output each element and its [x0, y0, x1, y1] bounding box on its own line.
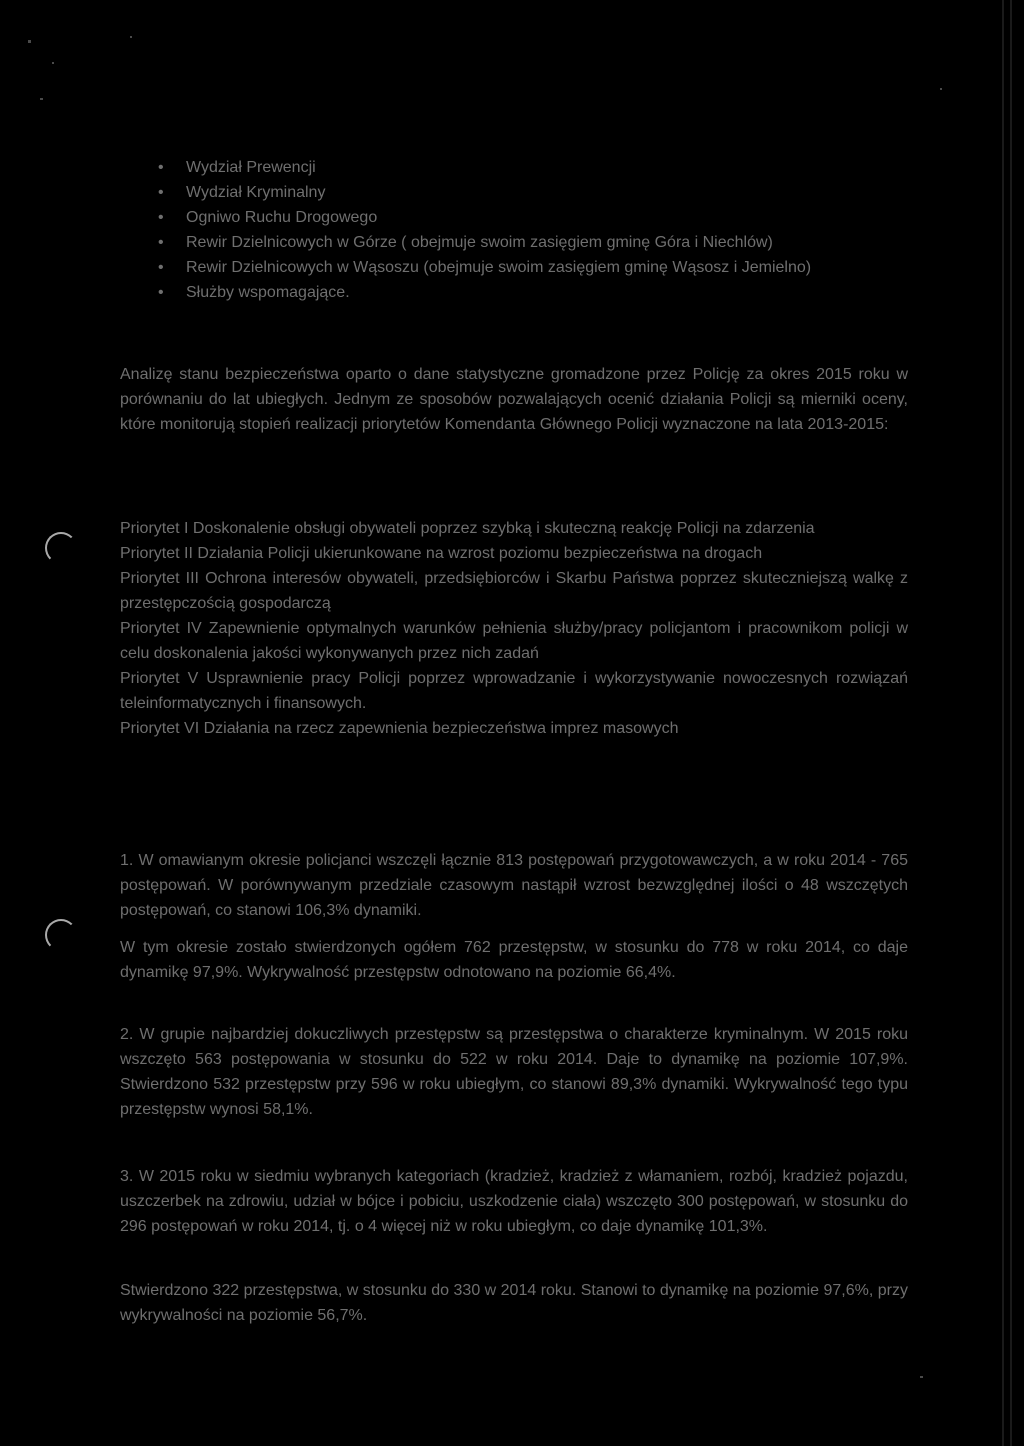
priorities-list: [120, 516, 908, 741]
priority-item: Priorytet III Ochrona interesów obywateli, przedsiębiorców i Skarbu Państwa poprzez skuteczniejszą walkę z przestępczością gospodarczą: [120, 570, 908, 612]
unit-label: Ogniwo Ruchu Drogowego: [186, 209, 378, 226]
scan-noise: [28, 40, 31, 43]
punch-hole-icon: [45, 919, 77, 951]
point-3-paragraph: 3. W 2015 roku w siedmiu wybranych kategoriach (kradzież, kradzież z włamaniem, rozbój, kradzież pojazdu, uszczerbek na zdrowiu, udział w bójce i pobiciu, uszkodzenie ciała) wszczęto 300 postępowań, w stosunku do 296 postępowań w roku 2014, tj. o 4 więcej niż w roku ubiegłym, co daje dynamikę 101,3%.: [120, 1168, 908, 1235]
unit-item: [158, 155, 898, 180]
intro-paragraph: Analizę stanu bezpieczeństwa oparto o dane statystyczne gromadzone przez Policję za okres 2015 roku w porównaniu do lat ubiegłych. Jednym ze sposobów pozwalających ocenić działania Policji są mierniki oceny, które monitorują stopień realizacji priorytetów Komendanta Głównego Policji wyznaczone na lata 2013-2015:: [120, 366, 908, 433]
scan-edge-line: [1002, 0, 1004, 1446]
scan-noise: [40, 98, 43, 100]
bullet-icon: •: [158, 284, 164, 301]
unit-item: [158, 180, 898, 205]
punch-hole-icon: [45, 532, 77, 564]
scan-edge-line: [1010, 0, 1012, 1446]
priority-item: Priorytet VI Działania na rzecz zapewnienia bezpieczeństwa imprez masowych: [120, 720, 679, 737]
scan-noise: [52, 62, 54, 64]
priority-item: Priorytet II Działania Policji ukierunkowane na wzrost poziomu bezpieczeństwa na drogach: [120, 545, 763, 562]
organizational-units-list: [158, 155, 898, 305]
scan-noise: [940, 88, 942, 90]
point-3-detail-paragraph: Stwierdzono 322 przestępstwa, w stosunku do 330 w 2014 roku. Stanowi to dynamikę na poziomie 97,6%, przy wykrywalności na poziomie 56,7%.: [120, 1282, 908, 1324]
bullet-icon: •: [158, 259, 164, 276]
unit-label: Rewir Dzielnicowych w Wąsoszu (obejmuje swoim zasięgiem gminę Wąsosz i Jemielno): [186, 259, 812, 276]
priority-item: Priorytet V Usprawnienie pracy Policji poprzez wprowadzanie i wykorzystywanie nowoczesnych rozwiązań teleinformatycznych i finansowych.: [120, 670, 908, 712]
bullet-icon: •: [158, 184, 164, 201]
unit-label: Rewir Dzielnicowych w Górze ( obejmuje swoim zasięgiem gminę Góra i Niechlów): [186, 234, 773, 251]
priority-item: Priorytet I Doskonalenie obsługi obywateli poprzez szybką i skuteczną reakcję Policji na zdarzenia: [120, 520, 815, 537]
bullet-icon: •: [158, 209, 164, 226]
unit-label: Wydział Kryminalny: [186, 184, 326, 201]
scan-noise: [920, 1376, 923, 1378]
scan-noise: [130, 36, 132, 38]
priority-item: Priorytet IV Zapewnienie optymalnych warunków pełnienia służby/pracy policjantom i pracownikom policji w celu doskonalenia jakości wykonywanych przez nich zadań: [120, 620, 908, 662]
point-1-detail-paragraph: W tym okresie zostało stwierdzonych ogółem 762 przestępstw, w stosunku do 778 w roku 2014, co daje dynamikę 97,9%. Wykrywalność przestępstw odnotowano na poziomie 66,4%.: [120, 939, 908, 981]
unit-label: Służby wspomagające.: [186, 284, 350, 301]
unit-item: [158, 230, 898, 255]
point-1-paragraph: 1. W omawianym okresie policjanci wszczęli łącznie 813 postępowań przygotowawczych, a w roku 2014 - 765 postępowań. W porównywanym przedziale czasowym nastąpił wzrost bezwzględnej ilości o 48 wszczętych postępowań, co stanowi 106,3% dynamiki.: [120, 852, 908, 919]
unit-item: [158, 255, 898, 280]
point-2-paragraph: 2. W grupie najbardziej dokuczliwych przestępstw są przestępstwa o charakterze kryminalnym. W 2015 roku wszczęto 563 postępowania w stosunku do 522 w roku 2014. Daje to dynamikę na poziomie 107,9%. Stwierdzono 532 przestępstw przy 596 w roku ubiegłym, co stanowi 89,3% dynamiki. Wykrywalność tego typu przestępstw wynosi 58,1%.: [120, 1026, 908, 1118]
unit-item: [158, 205, 898, 230]
bullet-icon: •: [158, 159, 164, 176]
unit-label: Wydział Prewencji: [186, 159, 316, 176]
unit-item: [158, 280, 898, 305]
bullet-icon: •: [158, 234, 164, 251]
